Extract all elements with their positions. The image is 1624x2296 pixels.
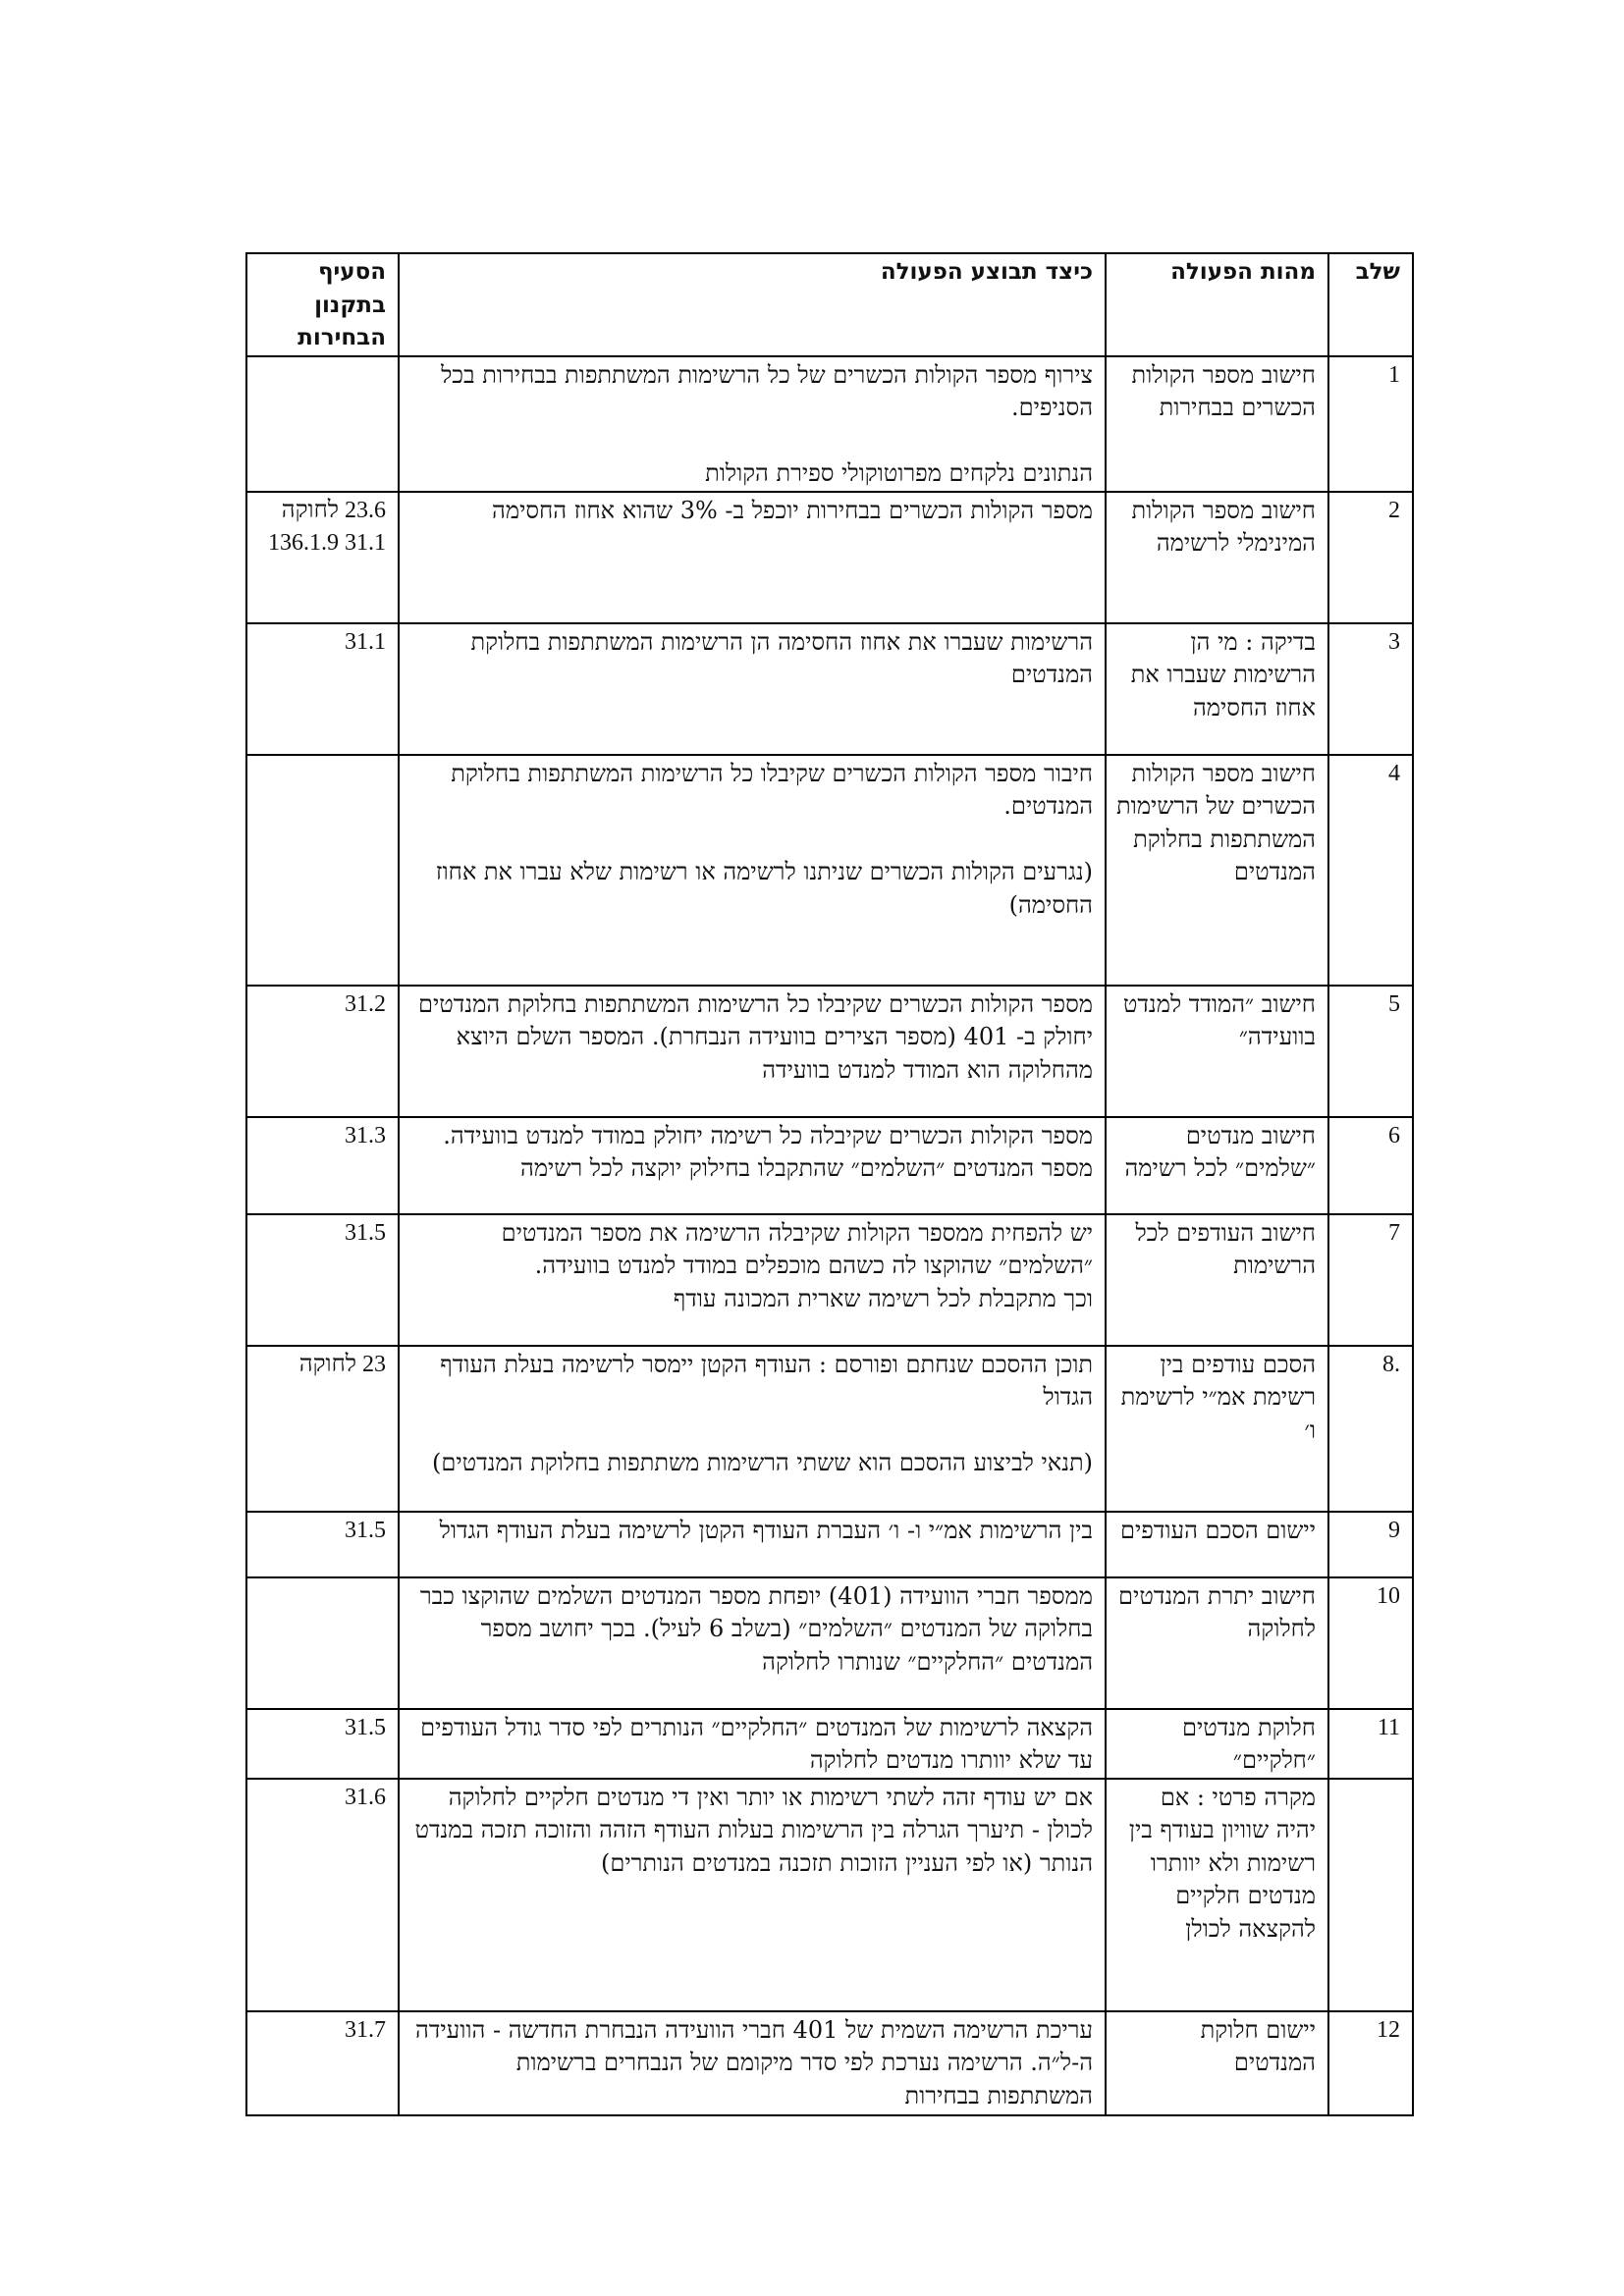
step-how-paragraph: ממספר חברי הוועידה (401) יופחת מספר המנדטים השלמים שהוקצו כבר בחלוקה של המנדטים ״השלמים״ (בשלב 6 לעיל). בכך יחושב מספר המנדטים ״החלקיים״ שנותרו לחלוקה bbox=[419, 1581, 1093, 1676]
step-how-paragraph: חיבור מספר הקולות הכשרים שקיבלו כל הרשימות המשתתפות בחלוקת המנדטים. bbox=[451, 759, 1093, 820]
step-number: 4 bbox=[1328, 755, 1413, 986]
step-nature: חישוב מנדטים ״שלמים״ לכל רשימה bbox=[1106, 1117, 1328, 1214]
paragraph-gap bbox=[407, 1415, 1093, 1448]
step-nature: יישום הסכם העודפים bbox=[1106, 1512, 1328, 1577]
step-number: 12 bbox=[1328, 2011, 1413, 2115]
table-row bbox=[246, 492, 1413, 623]
bylaw-section: 31.5 bbox=[246, 1512, 399, 1577]
step-how-paragraph: הנתונים נלקחים מפרוטוקולי ספירת הקולות bbox=[705, 459, 1093, 487]
step-number: 3 bbox=[1328, 623, 1413, 755]
table-row bbox=[246, 1577, 1413, 1709]
bylaw-section bbox=[246, 755, 399, 986]
step-number: 10 bbox=[1328, 1577, 1413, 1709]
table-row bbox=[246, 623, 1413, 755]
step-how bbox=[399, 986, 1106, 1117]
bylaw-section: 31.7 bbox=[246, 2011, 399, 2115]
step-nature: חישוב מספר הקולות הכשרים של הרשימות המשתתפות בחלוקת המנדטים bbox=[1106, 755, 1328, 986]
step-number: 1 bbox=[1328, 356, 1413, 492]
paragraph-gap bbox=[407, 824, 1093, 857]
steps-table bbox=[245, 252, 1414, 2116]
step-how bbox=[399, 755, 1106, 986]
header-nature: מהות הפעולה bbox=[1106, 253, 1328, 356]
step-how bbox=[399, 1117, 1106, 1214]
step-nature: מקרה פרטי : אם יהיה שוויון בעודף בין רשימות ולא יוותרו מנדטים חלקיים להקצאה לכולן bbox=[1106, 1779, 1328, 2011]
step-how-paragraph: צירוף מספר הקולות הכשרים של כל הרשימות המשתתפות בבחירות בכל הסניפים. bbox=[441, 360, 1093, 421]
bylaw-section: 31.2 bbox=[246, 986, 399, 1117]
step-how-paragraph: בין הרשימות אמ״י ו- ו׳ העברת העודף הקטן לרשימה בעלת העודף הגדול bbox=[439, 1516, 1093, 1544]
table-row bbox=[246, 356, 1413, 492]
step-number: 5 bbox=[1328, 986, 1413, 1117]
step-nature: חישוב העודפים לכל הרשימות bbox=[1106, 1214, 1328, 1346]
step-how-paragraph: מספר הקולות הכשרים שקיבלו כל הרשימות המשתתפות בחלוקת המנדטים יחולק ב- 401 (מספר הצירים בוועידה הנבחרת). המספר השלם היוצא מהחלוקה הוא המודד למנדט בוועידה bbox=[418, 989, 1093, 1084]
bylaw-section: 31.1 bbox=[246, 623, 399, 755]
bylaw-section: 23 לחוקה bbox=[246, 1346, 399, 1512]
step-how-paragraph: (תנאי לביצוע ההסכם הוא ששתי הרשימות משתתפות בחלוקת המנדטים) bbox=[432, 1449, 1093, 1476]
table-row bbox=[246, 755, 1413, 986]
step-number: 6 bbox=[1328, 1117, 1413, 1214]
step-how bbox=[399, 356, 1106, 492]
table-row bbox=[246, 1709, 1413, 1779]
table-row bbox=[246, 1779, 1413, 2011]
step-how-paragraph: עריכת הרשימה השמית של 401 חברי הוועידה הנבחרת החדשה - הוועידה ה-ל״ה. הרשימה נערכת לפי סדר מיקומם של הנבחרים ברשימות המשתתפות בבחירות bbox=[415, 2015, 1093, 2109]
header-how: כיצד תבוצע הפעולה bbox=[399, 253, 1106, 356]
step-number: 7 bbox=[1328, 1214, 1413, 1346]
step-number bbox=[1328, 1779, 1413, 2011]
step-how bbox=[399, 1512, 1106, 1577]
header-step: שלב bbox=[1328, 253, 1413, 356]
step-how bbox=[399, 492, 1106, 623]
step-nature: בדיקה : מי הן הרשימות שעברו את אחוז החסימה bbox=[1106, 623, 1328, 755]
table-body bbox=[246, 356, 1413, 2115]
step-nature: חישוב מספר הקולות הכשרים בבחירות bbox=[1106, 356, 1328, 492]
step-how-paragraph: תוכן ההסכם שנחתם ופורסם : העודף הקטן יימסר לרשימה בעלת העודף הגדול bbox=[440, 1350, 1093, 1411]
step-how bbox=[399, 1779, 1106, 2011]
step-nature: חישוב ״המודד למנדט בוועידה״ bbox=[1106, 986, 1328, 1117]
step-how-paragraph: מספר הקולות הכשרים שקיבלה כל רשימה יחולק במודד למנדט בוועידה. מספר המנדטים ״השלמים״ שהתקבלו בחילוק יוקצה לכל רשימה bbox=[443, 1121, 1093, 1182]
step-how-paragraph: הקצאה לרשימות של המנדטים ״החלקיים״ הנותרים לפי סדר גודל העודפים עד שלא יוותרו מנדטים לחלוקה bbox=[420, 1713, 1093, 1774]
bylaw-section bbox=[246, 1577, 399, 1709]
bylaw-section bbox=[246, 356, 399, 492]
step-how-paragraph: יש להפחית ממספר הקולות שקיבלה הרשימה את מספר המנדטים ״השלמים״ שהוקצו לה כשהם מוכפלים במודד למנדט בוועידה. bbox=[501, 1218, 1093, 1279]
step-how bbox=[399, 623, 1106, 755]
step-nature: חישוב יתרת המנדטים לחלוקה bbox=[1106, 1577, 1328, 1709]
step-how-paragraph: (נגרעים הקולות הכשרים שניתנו לרשימה או רשימות שלא עברו את אחוז החסימה) bbox=[435, 858, 1093, 919]
step-how-paragraph: מספר הקולות הכשרים בבחירות יוכפל ב- 3% שהוא אחוז החסימה bbox=[492, 496, 1093, 524]
step-how bbox=[399, 2011, 1106, 2115]
bylaw-section: 31.6 bbox=[246, 1779, 399, 2011]
table-row bbox=[246, 1346, 1413, 1512]
step-number: .8 bbox=[1328, 1346, 1413, 1512]
table-row bbox=[246, 1512, 1413, 1577]
bylaw-section: 31.5 bbox=[246, 1709, 399, 1779]
table-row bbox=[246, 1214, 1413, 1346]
table-row bbox=[246, 2011, 1413, 2115]
table-row bbox=[246, 1117, 1413, 1214]
step-number: 2 bbox=[1328, 492, 1413, 623]
step-how bbox=[399, 1577, 1106, 1709]
step-how-paragraph: אם יש עודף זהה לשתי רשימות או יותר ואין די מנדטים חלקיים לחלוקה לכולן - תיערך הגרלה בין הרשימות בעלות העודף הזהה והזוכה תזכה במנדט הנותר (או לפי העניין הזוכות תזכנה במנדטים הנותרים) bbox=[414, 1783, 1093, 1877]
step-number: 11 bbox=[1328, 1709, 1413, 1779]
paragraph-gap bbox=[407, 425, 1093, 458]
table-row bbox=[246, 986, 1413, 1117]
step-how bbox=[399, 1214, 1106, 1346]
step-nature: יישום חלוקת המנדטים bbox=[1106, 2011, 1328, 2115]
step-nature: הסכם עודפים בין רשימת אמ״י לרשימת ו׳ bbox=[1106, 1346, 1328, 1512]
step-how-paragraph: הרשימות שעברו את אחוז החסימה הן הרשימות המשתתפות בחלוקת המנדטים bbox=[470, 627, 1093, 688]
step-number: 9 bbox=[1328, 1512, 1413, 1577]
step-how bbox=[399, 1346, 1106, 1512]
step-how-paragraph: וכך מתקבלת לכל רשימה שארית המכונה עודף bbox=[673, 1284, 1093, 1312]
header-row bbox=[246, 253, 1413, 356]
bylaw-section: 31.3 bbox=[246, 1117, 399, 1214]
bylaw-section: 31.5 bbox=[246, 1214, 399, 1346]
bylaw-section: 23.6 לחוקה 31.1 136.1.9 bbox=[246, 492, 399, 623]
header-section: הסעיף בתקנון הבחירות bbox=[246, 253, 399, 356]
step-nature: חלוקת מנדטים ״חלקיים״ bbox=[1106, 1709, 1328, 1779]
step-nature: חישוב מספר הקולות המינימלי לרשימה bbox=[1106, 492, 1328, 623]
step-how bbox=[399, 1709, 1106, 1779]
